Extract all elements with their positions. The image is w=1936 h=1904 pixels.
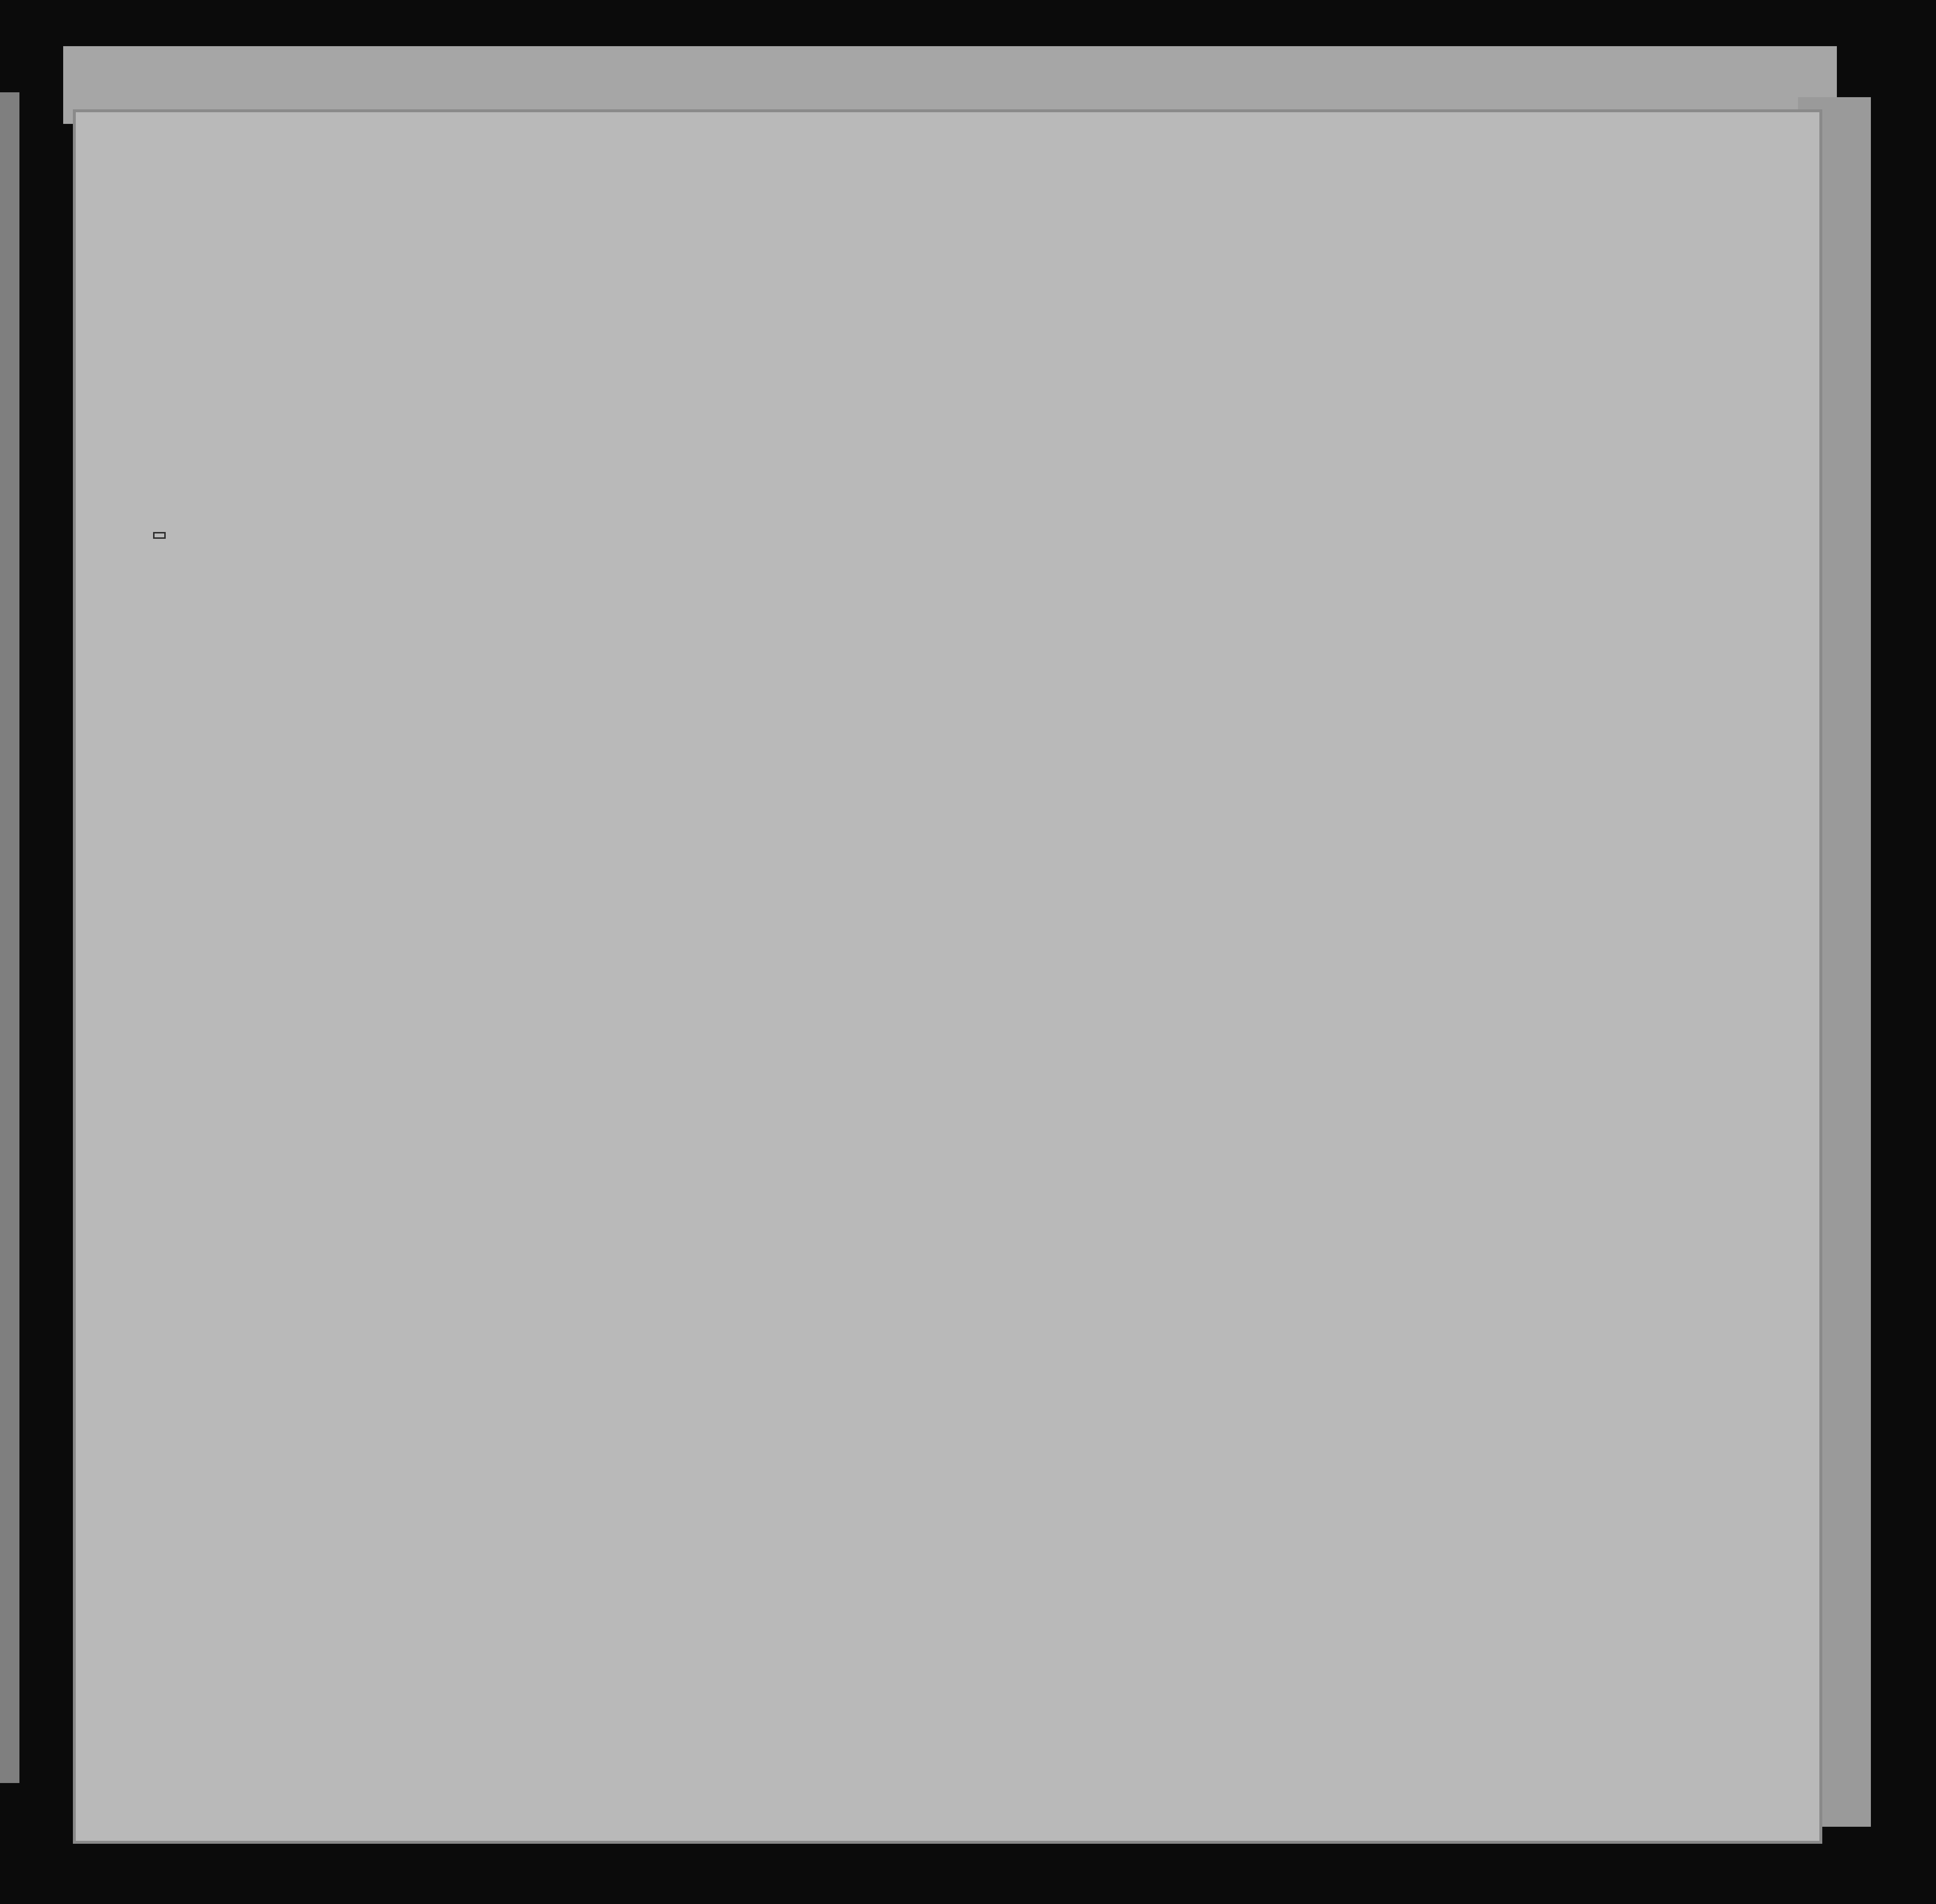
us-citizen-stamp	[153, 532, 166, 539]
